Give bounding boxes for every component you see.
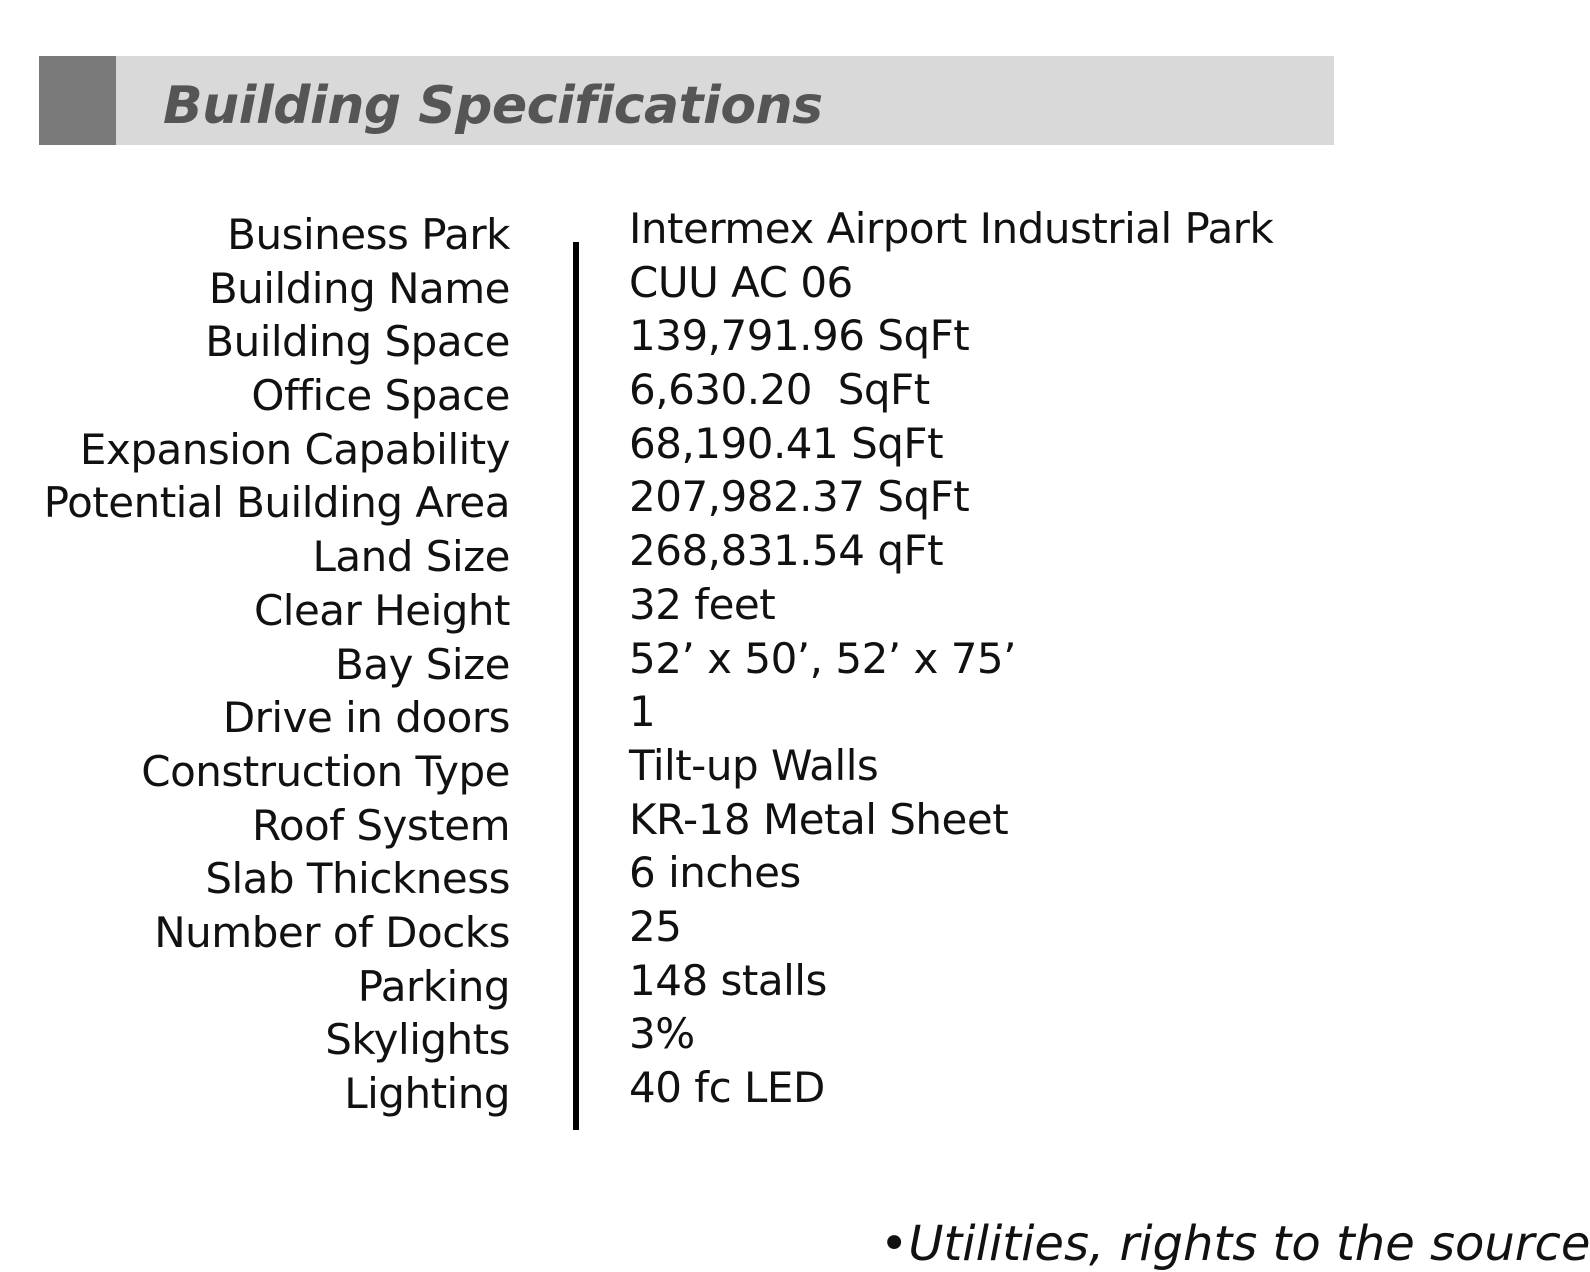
spec-label: Expansion Capability xyxy=(79,424,510,474)
spec-row xyxy=(0,901,1517,960)
spec-label: Business Park xyxy=(227,210,510,259)
spec-value: 32 feet xyxy=(629,579,776,629)
footer-note: •Utilities, rights to the source xyxy=(880,1216,1590,1272)
spec-value: 139,791.96 SqFt xyxy=(629,311,970,361)
spec-row xyxy=(0,955,1517,1014)
spec-row xyxy=(0,526,1517,584)
spec-label: Office Space xyxy=(251,371,510,421)
spec-row xyxy=(0,1063,1517,1121)
spec-value: 148 stalls xyxy=(629,955,827,1005)
spec-label: Building Space xyxy=(205,317,510,367)
page-title: Building Specifications xyxy=(163,76,823,136)
spec-value: 3% xyxy=(629,1009,695,1059)
spec-value: KR-18 Metal Sheet xyxy=(629,794,1009,844)
spec-label: Clear Height xyxy=(253,585,510,635)
spec-row xyxy=(0,472,1517,530)
spec-row xyxy=(0,848,1517,906)
spec-value: 52’ x 50’, 52’ x 75’ xyxy=(629,633,1016,683)
spec-label: Slab Thickness xyxy=(205,854,510,904)
spec-value: Intermex Airport Industrial Park xyxy=(629,204,1274,253)
spec-value: 268,831.54 qFt xyxy=(629,526,944,576)
spec-label: Building Name xyxy=(208,263,510,313)
spec-value: 40 fc LED xyxy=(629,1063,825,1112)
spec-row xyxy=(0,794,1517,853)
spec-value: 25 xyxy=(629,901,682,951)
spec-label: Lighting xyxy=(344,1069,510,1118)
spec-label: Parking xyxy=(357,961,510,1011)
spec-row xyxy=(0,418,1517,477)
spec-label: Roof System xyxy=(252,800,510,850)
section-header-band xyxy=(39,56,1334,145)
spec-value: 1 xyxy=(629,687,656,737)
spec-label: Skylights xyxy=(325,1015,510,1065)
spec-row xyxy=(0,204,1517,262)
spec-value: 6,630.20 SqFt xyxy=(629,365,930,415)
spec-value: CUU AC 06 xyxy=(629,257,853,307)
spec-label: Construction Type xyxy=(141,746,510,796)
spec-row xyxy=(0,311,1517,369)
spec-row xyxy=(0,257,1517,316)
spec-label: Number of Docks xyxy=(154,907,510,957)
spec-row xyxy=(0,365,1517,423)
spec-label: Bay Size xyxy=(335,639,510,689)
spec-value: 6 inches xyxy=(629,848,801,898)
spec-row xyxy=(0,579,1517,638)
vertical-divider xyxy=(573,242,579,1130)
spec-value: 68,190.41 SqFt xyxy=(629,418,944,468)
spec-row xyxy=(0,1009,1517,1067)
spec-label: Potential Building Area xyxy=(43,478,510,528)
spec-row xyxy=(0,633,1517,692)
spec-value: Tilt-up Walls xyxy=(629,740,879,790)
spec-label: Drive in doors xyxy=(222,693,510,743)
spec-row xyxy=(0,740,1517,799)
spec-label: Land Size xyxy=(312,532,510,582)
spec-row xyxy=(0,687,1517,745)
spec-value: 207,982.37 SqFt xyxy=(629,472,970,522)
header-accent-block xyxy=(39,56,116,145)
spec-table xyxy=(0,204,1517,1121)
